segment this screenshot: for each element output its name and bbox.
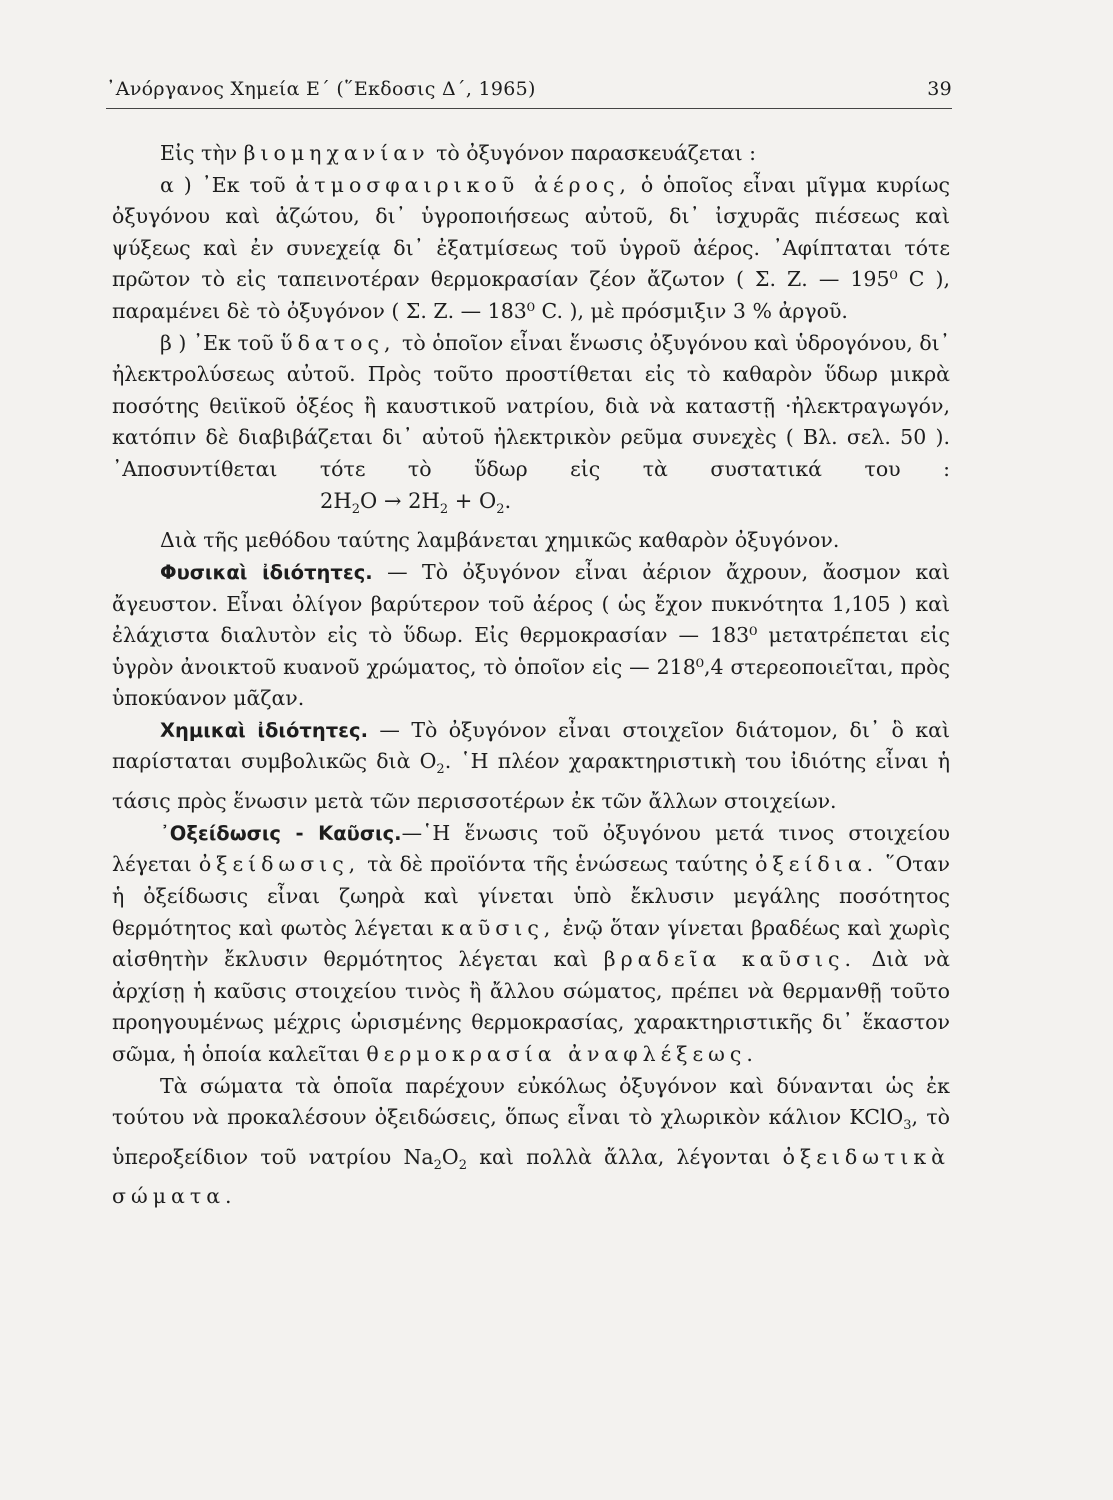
header-title: ᾽Ανόργανος Χημεία Ε΄ (῞Εκδοσις Δ΄, 1965) xyxy=(106,78,536,100)
paragraph-oxidation: ᾽Οξείδωσις - Καῦσις.—῾Η ἕνωσις τοῦ ὀξυγόνου μετά τινος στοιχείου λέγεται ὀξείδωσις, τὰ δὲ προϊόντα τῆς ἑνώσεως ταύτης ὀξείδια. ῞Οταν ἡ ὀξείδωσις εἶναι ζωηρὰ καὶ γίνεται ὑπὸ ἔκλυσιν μεγάλης ποσότητος θερμότητος καὶ φωτὸς λέγεται καῦσις, ἐνῷ ὅταν γίνεται βραδέως καὶ χωρὶς αἰσθητὴν ἔκλυσιν θερμότητος λέγεται καὶ βραδεῖα καῦσις. Διὰ νὰ ἀρχίσῃ ἡ καῦσις στοιχείου τινὸς ἢ ἄλλου σώματος, πρέπει νὰ θερμανθῇ τοῦτο προηγουμένως μέχρις ὡρισμένης θερμοκρασίας, χαρακτηριστικῆς δι᾽ ἕκαστον σῶμα, ἡ ὁποία καλεῖται θερμοκρασία ἀναφλέξεως. xyxy=(112,820,950,1066)
paragraph-method: Διὰ τῆς μεθόδου ταύτης λαμβάνεται χημικῶς καθαρὸν ὀξυγόνον. xyxy=(160,528,840,553)
heading-chemical: Χημικαὶ ἰδιότητες. xyxy=(160,718,368,742)
paragraph-air: α ) ᾽Εκ τοῦ ἀτμοσφαιρικοῦ ἀέρος, ὁ ὁποῖος εἶναι μῖγμα κυρίως ὀξυγόνου καὶ ἀζώτου, δι᾽ ὑγροποιήσεως αὐτοῦ, δι᾽ ἰσχυρᾶς πιέσεως καὶ ψύξεως καὶ ἐν συνεχείᾳ δι᾽ ἐξατμίσεως τοῦ ὑγροῦ ἀέρος. ᾽Αφίπταται τότε πρῶτον τὸ εἰς ταπεινοτέραν θερμοκρασίαν ζέον ἄζωτον ( Σ. Ζ. — 195⁰ C ), παραμένει δὲ τὸ ὀξυγόνον ( Σ. Ζ. — 183⁰ C. ), μὲ πρόσμιξιν 3 % ἀργοῦ. xyxy=(112,172,950,323)
paragraph-physical-properties: Φυσικαὶ ἰδιότητες. — Τὸ ὀξυγόνον εἶναι ἀέριον ἄχρουν, ἄοσμον καὶ ἄγευστον. Εἶναι ὀλίγον βαρύτερον τοῦ ἀέρος ( ὡς ἔχον πυκνότητα 1,105 ) καὶ ἐλάχιστα διαλυτὸν εἰς τὸ ὕδωρ. Εἰς θερμοκρασίαν — 183⁰ μετατρέπεται εἰς ὑγρὸν ἀνοικτοῦ κυανοῦ χρώματος, τὸ ὁποῖον εἰς — 218⁰,4 στερεοποιεῖται, πρὸς ὑποκύανον μᾶζαν. xyxy=(112,559,951,711)
heading-physical: Φυσικαὶ ἰδιότητες. xyxy=(160,560,373,584)
page-number: 39 xyxy=(927,78,952,100)
electrolysis-equation: $2H_2O \to 2H_2 + O_2$. xyxy=(320,488,512,517)
header-rule xyxy=(106,108,952,109)
body-text xyxy=(112,138,950,1213)
paragraph-chemical-properties: Χημικαὶ ἰδιότητες. — Τὸ ὀξυγόνον εἶναι στοιχεῖον διάτομον, δι᾽ ὃ καὶ παρίσταται συμβολικῶς διὰ $O_2$. ῾Η πλέον χαρακτηριστικὴ του ἰδιότης εἶναι ἡ τάσις πρὸς ἕνωσιν μετὰ τῶν περισσοτέρων ἐκ τῶν ἄλλων στοιχείων. xyxy=(112,717,950,814)
paragraph-oxidizing-agents: Τὰ σώματα τὰ ὁποῖα παρέχουν εὐκόλως ὀξυγόνον καὶ δύνανται ὡς ἐκ τούτου νὰ προκαλέσουν ὀξειδώσεις, ὅπως εἶναι τὸ χλωρικὸν κάλιον KClO$_3$, τὸ ὑπεροξείδιον τοῦ νατρίου $Na_2O_2$ καὶ πολλὰ ἄλλα, λέγονται ὀξειδωτικὰ σώματα. xyxy=(112,1073,950,1209)
paragraph-industrial: Εἰς τὴν βιομηχανίαν τὸ ὀξυγόνον παρασκευάζεται : xyxy=(160,141,757,165)
paragraph-water: β ) ᾽Εκ τοῦ ὕδατος, τὸ ὁποῖον εἶναι ἕνωσις ὀξυγόνου καὶ ὑδρογόνου, δι᾽ ἠλεκτρολύσεως αὐτοῦ. Πρὸς τοῦτο προστίθεται εἰς τὸ καθαρὸν ὕδωρ μικρὰ ποσότης θειϊκοῦ ὀξέος ἢ καυστικοῦ νατρίου, διὰ νὰ καταστῇ ·ἠλεκτραγωγόν, κατόπιν δὲ διαβιβάζεται δι᾽ αὐτοῦ ἠλεκτρικὸν ρεῦμα συνεχὲς ( Βλ. σελ. 50 ). ᾽Αποσυντίθεται τότε τὸ ὕδωρ εἰς τὰ συστατικά του $:2H_2O \to 2H_2 + O_2$. xyxy=(112,328,950,526)
running-header xyxy=(106,72,952,106)
heading-oxidation: ᾽Οξείδωσις - Καῦσις. xyxy=(160,821,402,845)
